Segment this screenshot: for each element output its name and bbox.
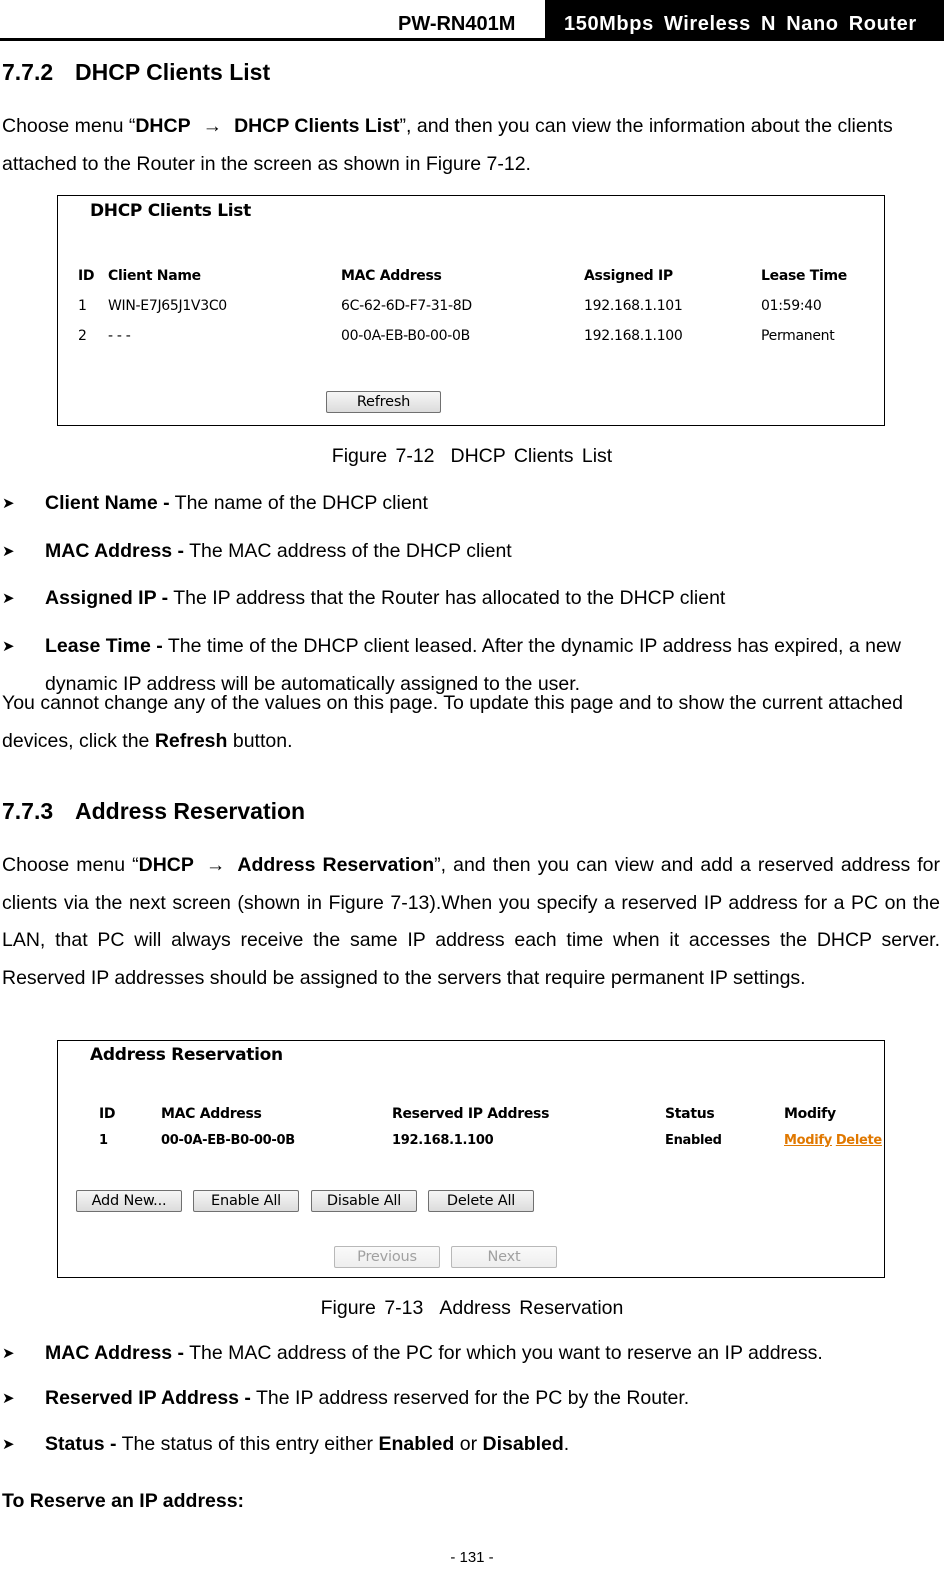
bullet-arrow-icon: ➤ (2, 638, 15, 655)
menu-address-reservation: Address Reservation (237, 854, 435, 876)
menu-dhcp: DHCP (135, 115, 191, 137)
page-number: - 131 - (450, 1549, 494, 1566)
figure-caption-7-13 (0, 1297, 944, 1320)
list-item (2, 533, 940, 571)
column-header-reserved-ip: Reserved IP Address (392, 1106, 550, 1122)
bullet-arrow-icon: ➤ (2, 1345, 15, 1362)
note-text: You cannot change any of the values on this page. To update this page and to show the current attached devices, click the (2, 692, 903, 752)
section-number: 7.7.3 (2, 798, 54, 824)
bullet-arrow-icon: ➤ (2, 1436, 15, 1453)
delete-link[interactable]: Delete (835, 1133, 882, 1148)
address-reservation-screenshot (57, 1040, 885, 1278)
section-title: DHCP Clients List (75, 59, 271, 85)
column-header-id: ID (78, 268, 95, 284)
bullet-arrow-icon: ➤ (2, 590, 15, 607)
arrow-icon: → (205, 854, 226, 876)
figure-caption-7-12 (0, 445, 944, 468)
modify-link[interactable]: Modify (784, 1133, 832, 1148)
description: The time of the DHCP client leased. After the dynamic IP address has expired, a new dynamic IP address will be automatically assigned to the user. (45, 635, 901, 695)
model-name: PW-RN401M (398, 13, 516, 35)
description: The IP address reserved for the PC by the Router. (250, 1387, 690, 1409)
table-cell: 192.168.1.100 (584, 328, 683, 344)
list-item (2, 1380, 940, 1418)
menu-dhcp-clients-list: DHCP Clients List (234, 115, 400, 137)
column-header-status: Status (665, 1106, 715, 1122)
table-cell: Enabled (665, 1133, 722, 1148)
table-cell: 00-0A-EB-B0-00-0B (161, 1133, 295, 1148)
subheading-reserve-ip: To Reserve an IP address: (2, 1490, 245, 1512)
bullet-arrow-icon: ➤ (2, 1390, 15, 1407)
table-cell: 192.168.1.101 (584, 298, 683, 314)
section-heading-address-reservation (2, 798, 305, 825)
refresh-note-paragraph (2, 685, 940, 760)
bullet-arrow-icon: ➤ (2, 543, 15, 560)
table-cell: 2 (78, 328, 87, 344)
column-header-id: ID (99, 1106, 116, 1122)
intro-paragraph (2, 108, 940, 183)
section-heading-dhcp-clients-list (2, 59, 270, 86)
table-cell: 1 (78, 298, 87, 314)
enable-all-button[interactable]: Enable All (193, 1190, 299, 1212)
figure-title: Address Reservation (439, 1297, 624, 1319)
panel-title: DHCP Clients List (90, 201, 251, 221)
intro-text: Choose menu “ (2, 854, 139, 876)
dhcp-clients-list-screenshot (57, 195, 885, 426)
section-title: Address Reservation (75, 798, 306, 824)
intro-text-end: ”, and then you can view the information about the clients attached to the Router in the screen as shown in Figure 7-12. (2, 115, 893, 175)
column-header-modify: Modify (784, 1106, 836, 1122)
header-rule (0, 38, 944, 41)
section-number: 7.7.2 (2, 59, 54, 85)
table-cell: 1 (99, 1133, 108, 1148)
bullet-arrow-icon: ➤ (2, 495, 15, 512)
status-disabled: Disabled (482, 1433, 564, 1455)
column-header-assigned-ip: Assigned IP (584, 268, 673, 284)
term: MAC Address - (45, 1342, 185, 1364)
status-enabled: Enabled (378, 1433, 455, 1455)
description: The name of the DHCP client (169, 492, 428, 514)
table-cell: WIN-E7J65J1V3C0 (108, 298, 227, 314)
row-actions (784, 1133, 882, 1148)
list-item (2, 485, 940, 523)
table-cell: Permanent (761, 328, 835, 344)
table-cell: 192.168.1.100 (392, 1133, 494, 1148)
term: MAC Address - (45, 540, 185, 562)
description: The status of this entry either (116, 1433, 379, 1455)
column-header-mac-address: MAC Address (341, 268, 442, 284)
term: Client Name - (45, 492, 170, 514)
panel-title: Address Reservation (90, 1045, 283, 1065)
figure-number: Figure 7-12 (331, 445, 435, 467)
intro-paragraph (2, 847, 940, 997)
description: The MAC address of the DHCP client (184, 540, 512, 562)
description: The IP address that the Router has allocated to the DHCP client (168, 587, 726, 609)
term: Lease Time - (45, 635, 163, 657)
document-header (0, 0, 944, 42)
disable-all-button[interactable]: Disable All (311, 1190, 417, 1212)
note-refresh: Refresh (154, 729, 228, 752)
next-button[interactable]: Next (451, 1246, 557, 1268)
description: . (563, 1433, 570, 1455)
column-header-mac-address: MAC Address (161, 1106, 262, 1122)
description: or (454, 1433, 483, 1455)
table-cell: 00-0A-EB-B0-00-0B (341, 328, 470, 344)
add-new-button[interactable]: Add New... (76, 1190, 182, 1212)
list-item (2, 1426, 940, 1464)
intro-text-end: ”, and then you can view and add a reserved address for clients via the next screen (shown in Figure 7-13).When you specify a reserved IP address for a PC on the LAN, that PC will always receive the same IP address each time when it accesses the DHCP server. Reserved IP addresses should be assigned to the servers that require permanent IP settings. (2, 854, 941, 989)
product-name: 150Mbps Wireless N Nano Router (564, 13, 917, 35)
previous-button[interactable]: Previous (334, 1246, 440, 1268)
delete-all-button[interactable]: Delete All (428, 1190, 534, 1212)
column-header-lease-time: Lease Time (761, 268, 847, 284)
list-item (2, 580, 940, 618)
term: Assigned IP - (45, 587, 169, 609)
figure-title: DHCP Clients List (450, 445, 613, 467)
figure-number: Figure 7-13 (320, 1297, 424, 1319)
note-text-end: button. (227, 729, 293, 752)
menu-dhcp: DHCP (138, 854, 194, 876)
term: Reserved IP Address - (45, 1387, 251, 1409)
arrow-icon: → (202, 115, 223, 137)
table-cell: 6C-62-6D-F7-31-8D (341, 298, 472, 314)
table-cell: 01:59:40 (761, 298, 822, 314)
table-cell: - - - (108, 328, 131, 344)
description: The MAC address of the PC for which you want to reserve an IP address. (184, 1342, 823, 1364)
term: Status - (45, 1433, 117, 1455)
intro-text: Choose menu “ (2, 115, 136, 137)
list-item (2, 1335, 940, 1373)
column-header-client-name: Client Name (108, 268, 201, 284)
refresh-button[interactable]: Refresh (326, 391, 441, 413)
